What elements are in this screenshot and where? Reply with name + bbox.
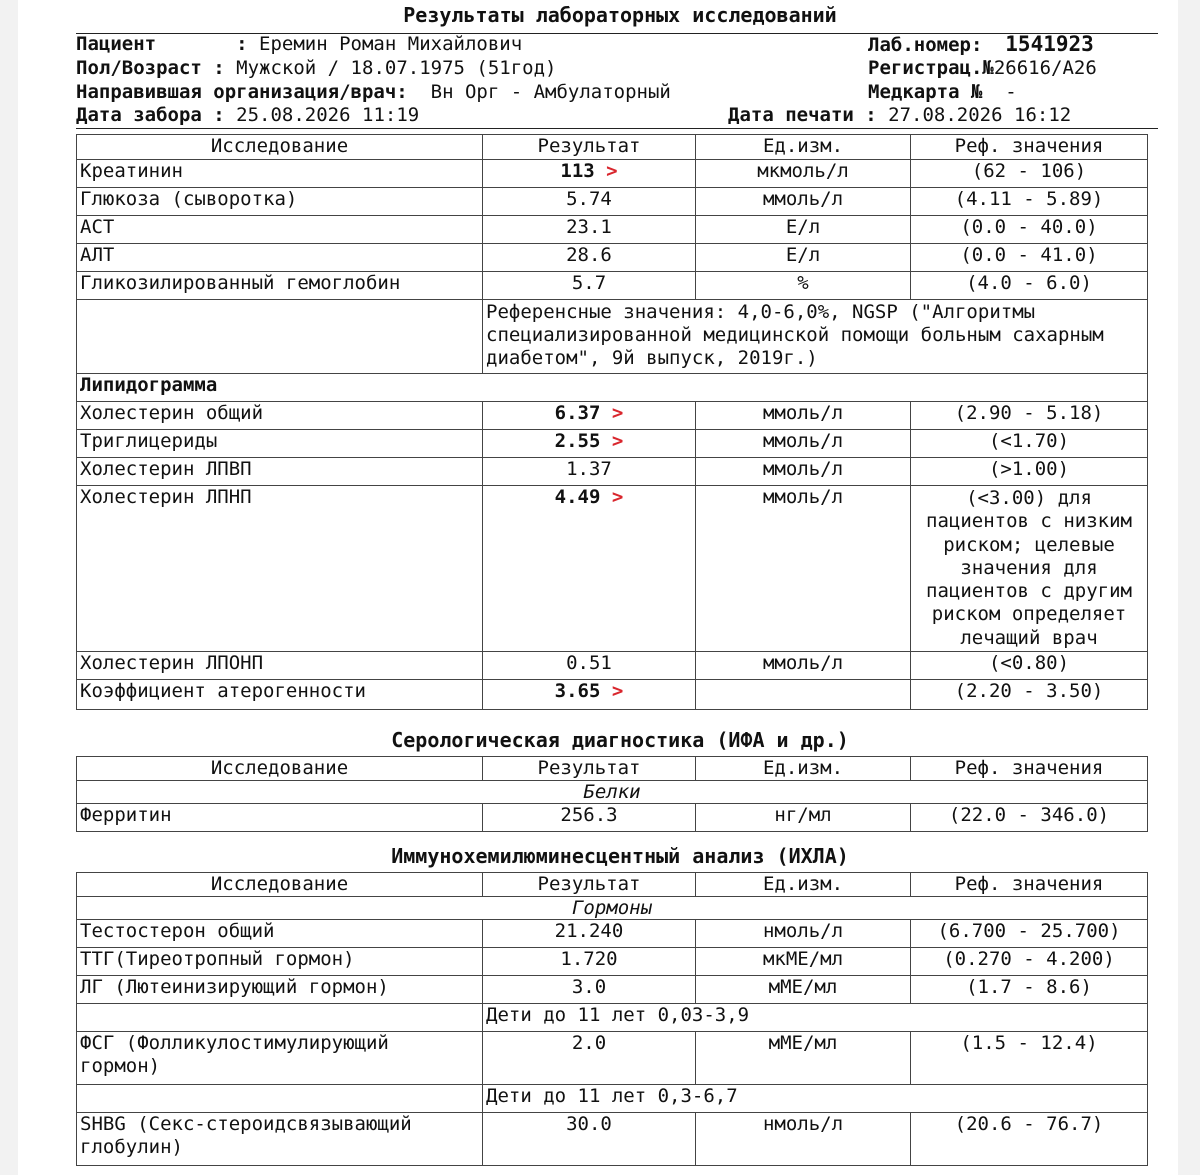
result-number: 2.55	[554, 430, 601, 452]
collection-line	[76, 104, 419, 127]
ref-value: (4.11 - 5.89)	[911, 188, 1148, 216]
high-flag-icon: >	[600, 486, 624, 508]
ref-value: (<0.80)	[911, 652, 1148, 680]
result-value	[483, 680, 696, 710]
test-name: ЛГ (Лютеинизирующий гормон)	[77, 976, 483, 1004]
test-name: Холестерин ЛПОНП	[77, 652, 483, 680]
unit-value: Е/л	[696, 216, 911, 244]
test-name: Гликозилированный гемоглобин	[77, 272, 483, 300]
hba1c-note-row	[77, 300, 1148, 374]
print-date-value: 27.08.2026 16:12	[888, 104, 1072, 126]
ref-value: (2.20 - 3.50)	[911, 680, 1148, 710]
right-margin-strip	[1178, 0, 1200, 1175]
table-header-row	[77, 135, 1148, 160]
lab-number-line	[868, 33, 1094, 57]
unit-value: ммоль/л	[696, 402, 911, 430]
medcard-line	[868, 81, 1017, 104]
unit-value: ммоль/л	[696, 188, 911, 216]
ref-value: (<3.00) для пациентов с низким риском; целевые значения для пациентов с другим риском определяет лечащий врач	[911, 486, 1148, 652]
test-name: Ферритин	[77, 804, 483, 832]
result-number: 6.37	[554, 402, 601, 424]
unit-value: ммоль/л	[696, 430, 911, 458]
result-value	[483, 272, 696, 300]
ref-value: (22.0 - 346.0)	[911, 804, 1148, 832]
col-header-result: Результат	[483, 873, 696, 897]
group-row	[77, 781, 1148, 804]
unit-value: мкМЕ/мл	[696, 948, 911, 976]
test-name: Глюкоза (сыворотка)	[77, 188, 483, 216]
result-value	[483, 486, 696, 652]
table-row	[77, 244, 1148, 272]
result-number: 23.1	[566, 216, 612, 238]
col-header-unit: Ед.изм.	[696, 757, 911, 781]
unit-value: мМЕ/мл	[696, 1032, 911, 1085]
col-header-unit: Ед.изм.	[696, 135, 911, 160]
result-number: 3.65	[554, 680, 601, 702]
unit-value: Е/л	[696, 244, 911, 272]
ref-value: (4.0 - 6.0)	[911, 272, 1148, 300]
lab-number-label: Лаб.номер:	[868, 34, 983, 56]
result-value: 30.0	[483, 1113, 696, 1166]
table-row	[77, 486, 1148, 652]
fsh-note: Дети до 11 лет 0,3-6,7	[483, 1085, 1148, 1113]
patient-label: Пациент :	[76, 33, 248, 55]
registration-value: 26616/A26	[993, 57, 1097, 79]
ref-value: (0.270 - 4.200)	[911, 948, 1148, 976]
table-row	[77, 402, 1148, 430]
fsh-note-spacer	[77, 1085, 483, 1113]
col-header-result: Результат	[483, 757, 696, 781]
chla-table	[76, 872, 1148, 1166]
result-number: 0.51	[566, 652, 612, 674]
high-flag-icon: >	[600, 402, 624, 424]
unit-value: мкмоль/л	[696, 160, 911, 188]
ref-value: (1.7 - 8.6)	[911, 976, 1148, 1004]
result-value: 21.240	[483, 920, 696, 948]
org-line	[76, 81, 671, 104]
col-header-ref: Реф. значения	[911, 135, 1148, 160]
high-flag-icon: >	[600, 430, 624, 452]
result-number: 5.7	[571, 272, 607, 294]
biochem-table	[76, 134, 1148, 710]
table-row	[77, 976, 1148, 1004]
col-header-test: Исследование	[77, 135, 483, 160]
result-value: 256.3	[483, 804, 696, 832]
result-number: 5.74	[566, 188, 612, 210]
sex-age-value: Мужской / 18.07.1975 (51год)	[236, 57, 557, 79]
ref-value: (<1.70)	[911, 430, 1148, 458]
table-row	[77, 430, 1148, 458]
table-row	[77, 920, 1148, 948]
test-name: Холестерин ЛПНП	[77, 486, 483, 652]
lh-note-row	[77, 1004, 1148, 1032]
col-header-unit: Ед.изм.	[696, 873, 911, 897]
result-number: 4.49	[554, 486, 601, 508]
table-row	[77, 216, 1148, 244]
ref-value: (6.700 - 25.700)	[911, 920, 1148, 948]
table-header-row	[77, 757, 1148, 781]
ref-value: (20.6 - 76.7)	[911, 1113, 1148, 1166]
lipid-header-row	[77, 374, 1148, 402]
header-bottom-rule	[76, 128, 1158, 129]
result-number: 1.37	[566, 458, 612, 480]
print-date-label: Дата печати :	[728, 104, 877, 126]
table-row	[77, 272, 1148, 300]
unit-value: %	[696, 272, 911, 300]
group-row	[77, 897, 1148, 920]
sex-age-line	[76, 57, 556, 80]
serology-group-label: Белки	[77, 781, 1148, 804]
patient-line	[76, 33, 522, 56]
col-header-ref: Реф. значения	[911, 873, 1148, 897]
lh-note-spacer	[77, 1004, 483, 1032]
test-name: АСТ	[77, 216, 483, 244]
ref-value: (1.5 - 12.4)	[911, 1032, 1148, 1085]
unit-value: ммоль/л	[696, 458, 911, 486]
table-row	[77, 458, 1148, 486]
table-row	[77, 1032, 1148, 1085]
test-name: SHBG (Секс-стероидсвязывающий глобулин)	[77, 1113, 483, 1166]
test-name: Триглицериды	[77, 430, 483, 458]
result-value	[483, 458, 696, 486]
table-row	[77, 1113, 1148, 1166]
table-row	[77, 188, 1148, 216]
registration-line	[868, 57, 1097, 80]
lipid-section-header: Липидограмма	[77, 374, 1148, 402]
patient-value: Еремин Роман Михайлович	[259, 33, 523, 55]
ref-value: (2.90 - 5.18)	[911, 402, 1148, 430]
result-number: 113	[560, 160, 595, 182]
sex-age-label: Пол/Возраст :	[76, 57, 225, 79]
col-header-test: Исследование	[77, 873, 483, 897]
lab-number-value: 1541923	[1005, 32, 1094, 56]
unit-value: ммоль/л	[696, 652, 911, 680]
test-name: Холестерин общий	[77, 402, 483, 430]
unit-value: ммоль/л	[696, 486, 911, 652]
result-value	[483, 430, 696, 458]
result-number: 28.6	[566, 244, 612, 266]
result-value	[483, 188, 696, 216]
result-value	[483, 160, 696, 188]
test-name: ФСГ (Фолликулостимулирующий гормон)	[77, 1032, 483, 1085]
col-header-test: Исследование	[77, 757, 483, 781]
unit-value: нмоль/л	[696, 1113, 911, 1166]
report-page	[18, 0, 1178, 1175]
table-row	[77, 804, 1148, 832]
unit-value	[696, 680, 911, 710]
result-value: 3.0	[483, 976, 696, 1004]
org-value: Вн Орг - Амбулаторный	[430, 81, 671, 103]
ref-value: (>1.00)	[911, 458, 1148, 486]
table-row	[77, 948, 1148, 976]
high-flag-icon: >	[594, 160, 618, 182]
test-name: Тестостерон общий	[77, 920, 483, 948]
unit-value: мМЕ/мл	[696, 976, 911, 1004]
lh-note: Дети до 11 лет 0,03-3,9	[483, 1004, 1148, 1032]
serology-title: Серологическая диагностика (ИФА и др.)	[391, 728, 849, 752]
report-title: Результаты лабораторных исследований	[403, 3, 837, 27]
fsh-note-row	[77, 1085, 1148, 1113]
collection-label: Дата забора :	[76, 104, 225, 126]
unit-value: нг/мл	[696, 804, 911, 832]
hba1c-note-spacer	[77, 300, 483, 374]
collection-value: 25.08.2026 11:19	[236, 104, 420, 126]
high-flag-icon: >	[600, 680, 624, 702]
left-margin-strip	[0, 0, 18, 1175]
test-name: ТТГ(Тиреотропный гормон)	[77, 948, 483, 976]
print-date-line	[728, 104, 1071, 127]
result-value	[483, 652, 696, 680]
result-value: 2.0	[483, 1032, 696, 1085]
registration-label: Регистрац.№	[868, 57, 994, 79]
table-header-row	[77, 873, 1148, 897]
result-value	[483, 216, 696, 244]
result-value	[483, 244, 696, 272]
table-row	[77, 160, 1148, 188]
chla-group-label: Гормоны	[77, 897, 1148, 920]
col-header-ref: Реф. значения	[911, 757, 1148, 781]
chla-title: Иммунохемилюминесцентный анализ (ИХЛА)	[391, 844, 849, 868]
table-row	[77, 680, 1148, 710]
ref-value: (62 - 106)	[911, 160, 1148, 188]
hba1c-note: Референсные значения: 4,0-6,0%, NGSP ("Алгоритмы специализированной медицинской помощи больным сахарным диабетом", 9й выпуск, 2019г.)	[483, 300, 1148, 374]
ref-value: (0.0 - 40.0)	[911, 216, 1148, 244]
serology-table	[76, 756, 1148, 832]
test-name: Холестерин ЛПВП	[77, 458, 483, 486]
unit-value: нмоль/л	[696, 920, 911, 948]
col-header-result: Результат	[483, 135, 696, 160]
table-row	[77, 652, 1148, 680]
test-name: АЛТ	[77, 244, 483, 272]
result-value	[483, 402, 696, 430]
ref-value: (0.0 - 41.0)	[911, 244, 1148, 272]
result-value: 1.720	[483, 948, 696, 976]
test-name: Коэффициент атерогенности	[77, 680, 483, 710]
test-name: Креатинин	[77, 160, 483, 188]
medcard-label: Медкарта №	[868, 81, 983, 103]
org-label: Направившая организация/врач:	[76, 81, 408, 103]
medcard-value: -	[1005, 81, 1017, 103]
header-top-rule	[76, 33, 1158, 34]
